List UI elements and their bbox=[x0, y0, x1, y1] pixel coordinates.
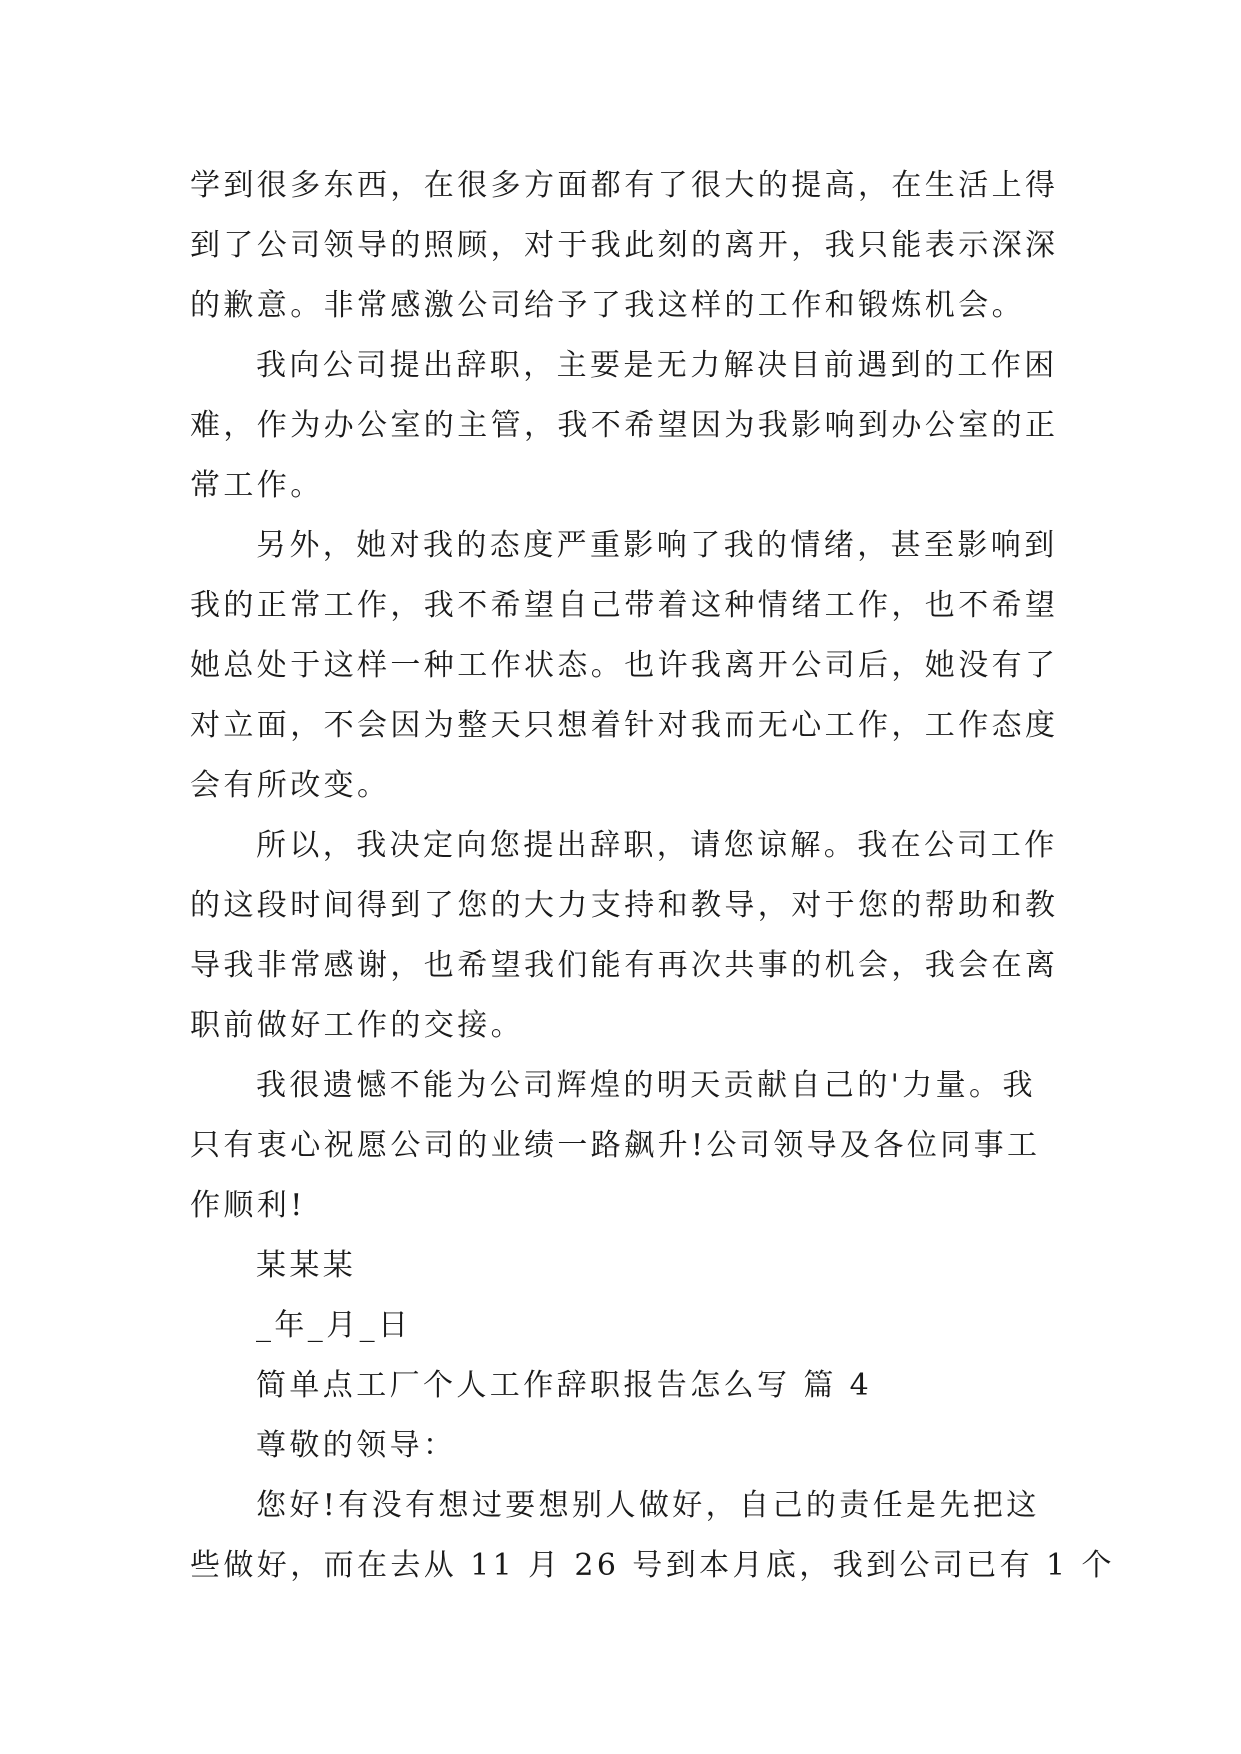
text-line: 导我非常感谢，也希望我们能有再次共事的机会，我会在离 bbox=[190, 948, 1059, 983]
text-line: 我的正常工作，我不希望自己带着这种情绪工作，也不希望 bbox=[190, 588, 1059, 623]
text-line: 的这段时间得到了您的大力支持和教导，对于您的帮助和教 bbox=[190, 888, 1059, 923]
text-line: 会有所改变。 bbox=[190, 768, 391, 803]
salutation: 尊敬的领导： bbox=[256, 1428, 457, 1463]
paragraph-start-line: 您好!有没有想过要想别人做好，自己的责任是先把这 bbox=[256, 1488, 1040, 1523]
text-line: 作顺利! bbox=[190, 1188, 306, 1223]
text-line: 常工作。 bbox=[190, 468, 324, 503]
document-body bbox=[190, 156, 1115, 1596]
text-line: 难，作为办公室的主管，我不希望因为我影响到办公室的正 bbox=[190, 408, 1059, 443]
text-line: 到了公司领导的照顾，对于我此刻的离开，我只能表示深深 bbox=[190, 228, 1059, 263]
paragraph-start-line: 我向公司提出辞职，主要是无力解决目前遇到的工作困 bbox=[256, 348, 1058, 383]
text-line: 的歉意。非常感激公司给予了我这样的工作和锻炼机会。 bbox=[190, 288, 1025, 323]
text-line: 职前做好工作的交接。 bbox=[190, 1008, 524, 1043]
section-title: 简单点工厂个人工作辞职报告怎么写 篇 4 bbox=[256, 1368, 873, 1403]
text-line: 她总处于这样一种工作状态。也许我离开公司后，她没有了 bbox=[190, 648, 1059, 683]
text-line: 对立面，不会因为整天只想着针对我而无心工作，工作态度 bbox=[190, 708, 1059, 743]
text-line: 些做好，而在去从 11 月 26 号到本月底，我到公司已有 1 个 bbox=[190, 1548, 1115, 1583]
text-line: 学到很多东西，在很多方面都有了很大的提高，在生活上得 bbox=[190, 168, 1059, 203]
paragraph-start-line: 所以，我决定向您提出辞职，请您谅解。我在公司工作 bbox=[256, 828, 1058, 863]
paragraph-start-line: 另外，她对我的态度严重影响了我的情绪，甚至影响到 bbox=[256, 528, 1058, 563]
signature-date: _年_月_日 bbox=[256, 1308, 412, 1343]
text-line: 只有衷心祝愿公司的业绩一路飙升!公司领导及各位同事工 bbox=[190, 1128, 1041, 1163]
signature-name: 某某某 bbox=[256, 1248, 357, 1283]
paragraph-start-line: 我很遗憾不能为公司辉煌的明天贡献自己的'力量。我 bbox=[256, 1068, 1036, 1103]
